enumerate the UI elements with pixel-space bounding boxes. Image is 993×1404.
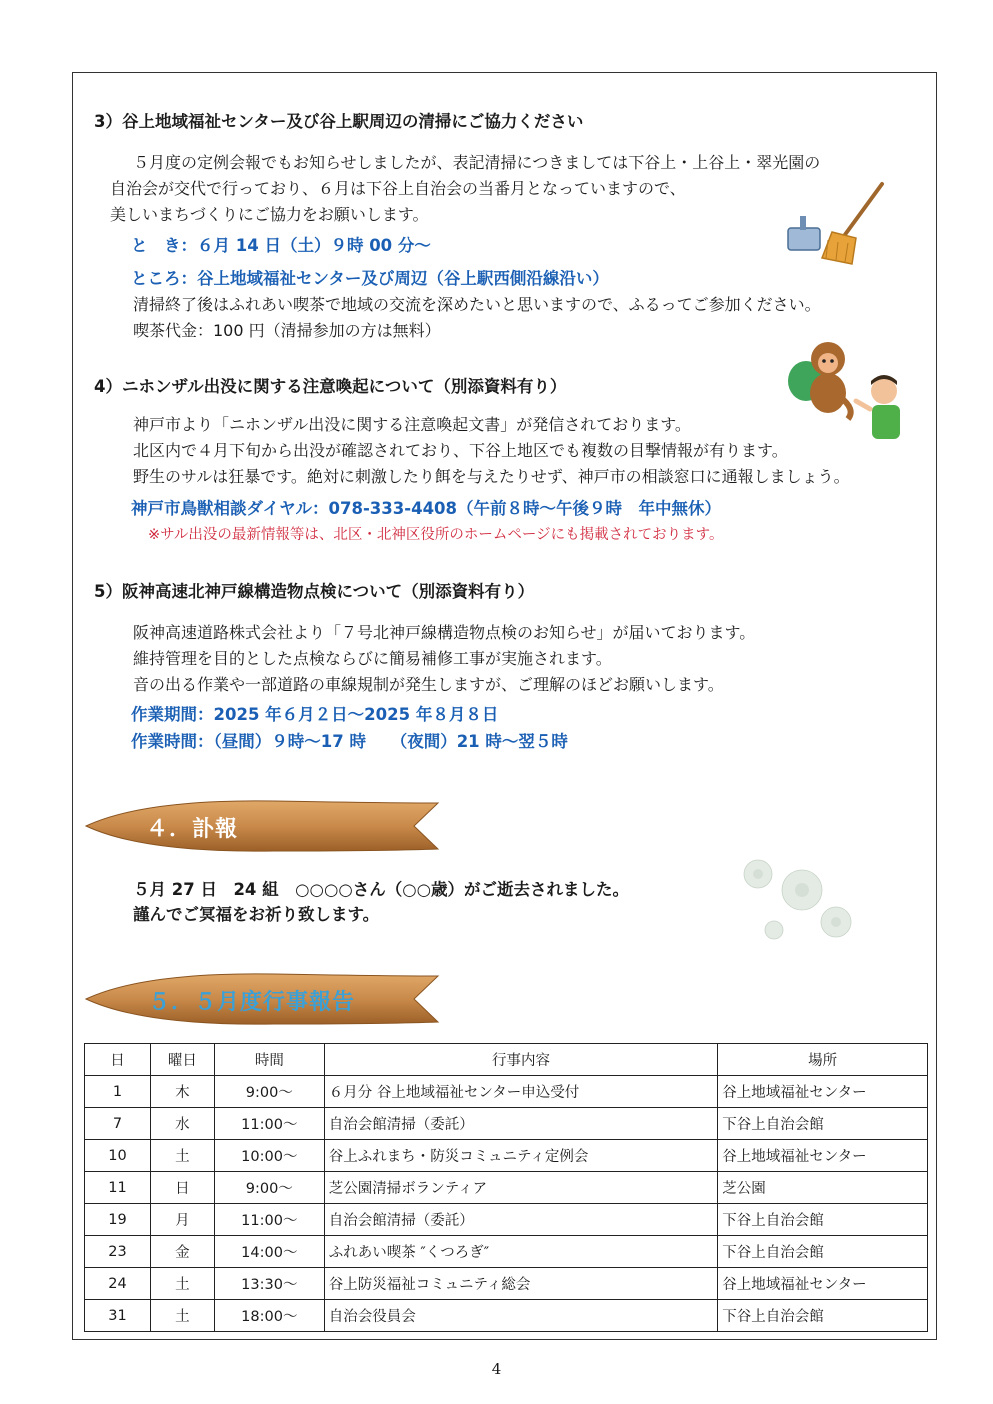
table-row <box>85 1108 928 1140</box>
section3-line: ５月度の定例会報でもお知らせしましたが、表記清掃につきましては下谷上・上谷上・翠光園の <box>133 153 821 172</box>
cell-event: ふれあい喫茶 ″くつろぎ″ <box>324 1236 717 1268</box>
cell-place: 谷上地域福祉センター <box>718 1140 928 1172</box>
header-weekday: 曜日 <box>150 1044 214 1076</box>
cell-time: 14:00～ <box>214 1236 324 1268</box>
cell-day: 23 <box>85 1236 151 1268</box>
monkey-illustration <box>784 335 912 447</box>
table-row <box>85 1300 928 1332</box>
section4-note: ※サル出没の最新情報等は、北区・北神区役所のホームページにも掲載されております。 <box>148 527 724 543</box>
cell-event: ６月分 谷上地域福祉センター申込受付 <box>324 1076 717 1108</box>
cell-time: 13:30～ <box>214 1268 324 1300</box>
cell-weekday: 日 <box>150 1172 214 1204</box>
section5-period: 作業期間：2025 年６月２日～2025 年８月８日 <box>131 705 499 724</box>
section5-line: 維持管理を目的とした点検ならびに簡易補修工事が実施されます。 <box>133 649 612 668</box>
section4-line: 野生のサルは狂暴です。絶対に刺激したり餌を与えたりせず、神戸市の相談窓口に通報しましょう。 <box>133 467 850 486</box>
section3-after: 喫茶代金：100 円（清掃参加の方は無料） <box>133 321 441 340</box>
obituary-banner-board <box>84 797 442 855</box>
report-banner-title: ５．５月度行事報告 <box>148 990 356 1015</box>
table-row <box>85 1236 928 1268</box>
cell-weekday: 水 <box>150 1108 214 1140</box>
cell-day: 7 <box>85 1108 151 1140</box>
obituary-line: 謹んでご冥福をお祈り致します。 <box>133 905 380 924</box>
cell-weekday: 月 <box>150 1204 214 1236</box>
section5-time: 作業時間：（昼間）９時～17 時 （夜間）21 時～翌５時 <box>131 732 568 751</box>
section3-when: と き：６月 14 日（土）９時 00 分～ <box>131 236 431 255</box>
cell-weekday: 土 <box>150 1140 214 1172</box>
cell-day: 19 <box>85 1204 151 1236</box>
cell-event: 自治会役員会 <box>324 1300 717 1332</box>
cell-event: 自治会館清掃（委託） <box>324 1204 717 1236</box>
section5-line: 音の出る作業や一部道路の車線規制が発生しますが、ご理解のほどお願いします。 <box>133 675 724 694</box>
obituary-banner-title: ４．訃報 <box>146 817 239 842</box>
cell-time: 9:00～ <box>214 1172 324 1204</box>
cell-weekday: 土 <box>150 1268 214 1300</box>
cell-place: 下谷上自治会館 <box>718 1204 928 1236</box>
section5-heading: 5）阪神高速北神戸線構造物点検について（別添資料有り） <box>94 582 535 601</box>
cell-place: 下谷上自治会館 <box>718 1300 928 1332</box>
flower-decoration-icon <box>728 850 858 950</box>
cell-day: 1 <box>85 1076 151 1108</box>
header-time: 時間 <box>214 1044 324 1076</box>
section4-dial: 神戸市鳥獣相談ダイヤル：078-333-4408（午前８時～午後９時 年中無休） <box>131 499 722 518</box>
table-row <box>85 1172 928 1204</box>
cell-day: 24 <box>85 1268 151 1300</box>
section3-heading: 3）谷上地域福祉センター及び谷上駅周辺の清掃にご協力ください <box>94 112 584 131</box>
cell-place: 下谷上自治会館 <box>718 1236 928 1268</box>
cell-time: 9:00～ <box>214 1076 324 1108</box>
section3-line: 自治会が交代で行っており、６月は下谷上自治会の当番月となっていますので、 <box>110 179 686 198</box>
header-place: 場所 <box>718 1044 928 1076</box>
table-row <box>85 1268 928 1300</box>
cell-event: 自治会館清掃（委託） <box>324 1108 717 1140</box>
section3-line: 美しいまちづくりにご協力をお願いします。 <box>110 205 429 224</box>
cell-time: 10:00～ <box>214 1140 324 1172</box>
section4-line: 神戸市より「ニホンザル出没に関する注意喚起文書」が発信されております。 <box>133 415 691 434</box>
cell-time: 18:00～ <box>214 1300 324 1332</box>
cell-place: 谷上地域福祉センター <box>718 1268 928 1300</box>
table-row <box>85 1076 928 1108</box>
cell-event: 谷上ふれまち・防災コミュニティ定例会 <box>324 1140 717 1172</box>
header-event: 行事内容 <box>324 1044 717 1076</box>
cell-weekday: 木 <box>150 1076 214 1108</box>
cell-day: 11 <box>85 1172 151 1204</box>
events-table <box>84 1043 928 1332</box>
page-number: 4 <box>491 1360 502 1378</box>
cell-weekday: 金 <box>150 1236 214 1268</box>
broom-dustpan-icon <box>782 180 887 268</box>
cell-event: 谷上防災福祉コミュニティ総会 <box>324 1268 717 1300</box>
header-day: 日 <box>85 1044 151 1076</box>
cell-day: 31 <box>85 1300 151 1332</box>
cell-weekday: 土 <box>150 1300 214 1332</box>
section3-where: ところ：谷上地域福祉センター及び周辺（谷上駅西側沿線沿い） <box>131 269 609 288</box>
cell-day: 10 <box>85 1140 151 1172</box>
table-row <box>85 1204 928 1236</box>
cell-time: 11:00～ <box>214 1204 324 1236</box>
table-header-row <box>85 1044 928 1076</box>
section4-line: 北区内で４月下旬から出没が確認されており、下谷上地区でも複数の目撃情報が有ります。 <box>133 441 788 460</box>
obituary-line: ５月 27 日 24 組 ○○○○さん（○○歳）がご逝去されました。 <box>133 880 630 899</box>
section3-after: 清掃終了後はふれあい喫茶で地域の交流を深めたいと思いますので、ふるってご参加ください。 <box>133 295 821 314</box>
table-row <box>85 1140 928 1172</box>
section4-heading: 4）ニホンザル出没に関する注意喚起について（別添資料有り） <box>94 377 567 396</box>
cell-time: 11:00～ <box>214 1108 324 1140</box>
section5-line: 阪神高速道路株式会社より「７号北神戸線構造物点検のお知らせ」が届いております。 <box>133 623 756 642</box>
cell-place: 芝公園 <box>718 1172 928 1204</box>
cell-place: 下谷上自治会館 <box>718 1108 928 1140</box>
cell-place: 谷上地域福祉センター <box>718 1076 928 1108</box>
cell-event: 芝公園清掃ボランティア <box>324 1172 717 1204</box>
